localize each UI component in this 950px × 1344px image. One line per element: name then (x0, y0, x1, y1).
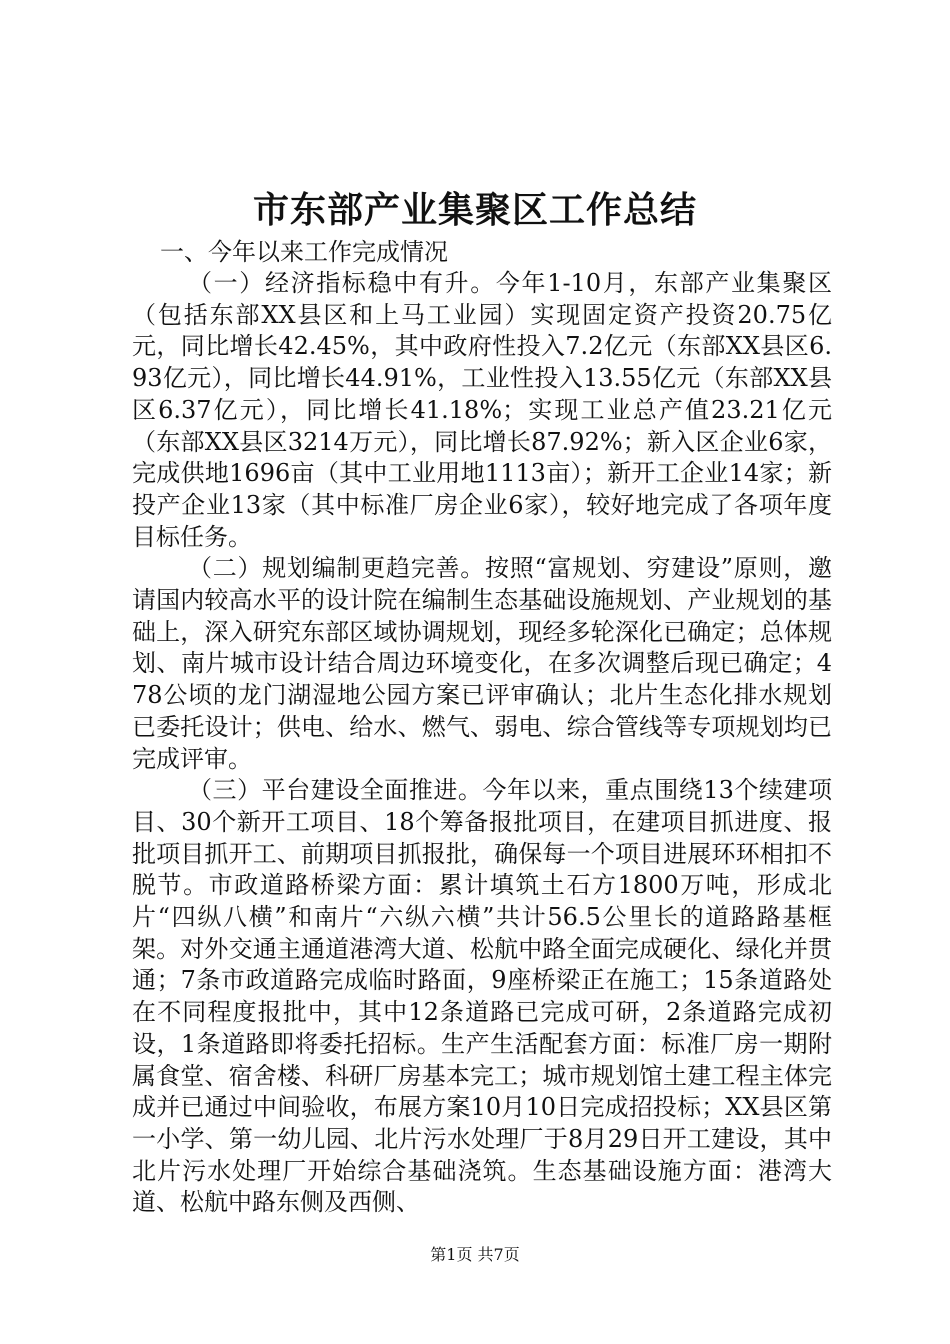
page-footer: 第1页 共7页 (430, 1245, 520, 1264)
paragraph-planning: （二）规划编制更趋完善。按照“富规划、穷建设”原则，邀请国内较高水平的设计院在编制生态基础设施规划、产业规划的基础上，深入研究东部区域协调规划，现经多轮深化已确定；总体规划、南片城市设计结合周边环境变化，在多次调整后现已确定；478公顷的龙门湖湿地公园方案已评审确认；北片生态化排水规划已委托设计；供电、给水、燃气、弱电、综合管线等专项规划均已完成评审。 (132, 554, 832, 773)
section-heading: 一、今年以来工作完成情况 (160, 238, 448, 266)
paragraph-economic-indicators: （一）经济指标稳中有升。今年1-10月，东部产业集聚区（包括东部XX县区和上马工业园）实现固定资产投资20.75亿元，同比增长42.45%，其中政府性投入7.2亿元（东部XX县区6.93亿元），同比增长44.91%，工业性投入13.55亿元（东部XX县区6.37亿元），同比增长41.18%；实现工业总产值23.21亿元（东部XX县区3214万元），同比增长87.92%；新入区企业6家，完成供地1696亩（其中工业用地1113亩）；新开工企业14家；新投产企业13家（其中标准厂房企业6家），较好地完成了各项年度目标任务。 (132, 269, 832, 551)
paragraph-platform-construction: （三）平台建设全面推进。今年以来，重点围绕13个续建项目、30个新开工项目、18个筹备报批项目，在建项目抓进度、报批项目抓开工、前期项目抓报批，确保每一个项目进展环环相扣不脱节。市政道路桥梁方面：累计填筑土石方1800万吨，形成北片“四纵八横”和南片“六纵六横”共计56.5公里长的道路路基框架。对外交通主通道港湾大道、松航中路全面完成硬化、绿化并贯通；7条市政道路完成临时路面，9座桥梁正在施工；15条道路处在不同程度报批中，其中12条道路已完成可研，2条道路完成初设，1条道路即将委托招标。生产生活配套方面：标准厂房一期附属食堂、宿舍楼、科研厂房基本完工；城市规划馆土建工程主体完成并已通过中间验收，布展方案10月10日完成招投标；XX县区第一小学、第一幼儿园、北片污水处理厂于8月29日开工建设，其中北片污水处理厂开始综合基础浇筑。生态基础设施方面：港湾大道、松航中路东侧及西侧、 (132, 776, 832, 1217)
document-body (132, 236, 832, 1219)
document-title: 市东部产业集聚区工作总结 (252, 189, 697, 231)
